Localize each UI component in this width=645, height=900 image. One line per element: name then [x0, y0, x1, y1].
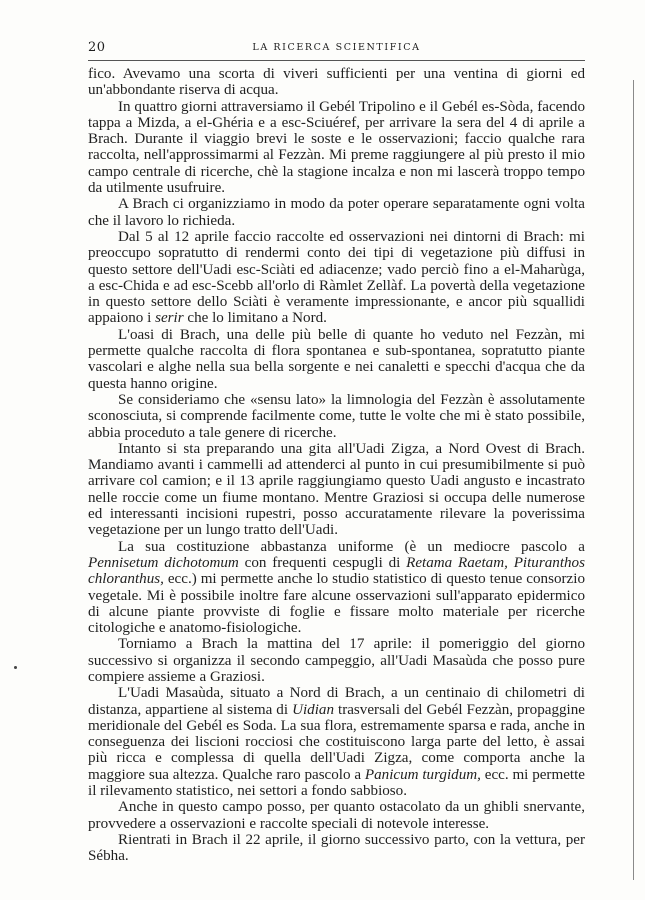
text-run: L'oasi di Brach, una delle più belle di quante ho veduto nel Fezzàn, mi permette qualche raccolta di flora spontanea e sub-spontanea, sopratutto piante vascolari e alghe nella sua bella sorgente e nei canaletti e specchi d'acqua che da questa hanno origine.: [88, 326, 585, 392]
paragraph: [88, 832, 585, 865]
paragraph: [88, 685, 585, 799]
page-edge-line: [633, 80, 634, 880]
text-run: La sua costituzione abbastanza uniforme (è un mediocre pascolo a: [118, 538, 585, 555]
italic-term: serir: [155, 310, 184, 327]
running-title: LA RICERCA SCIENTIFICA: [252, 42, 421, 53]
text-run: Rientrati in Brach il 22 aprile, il giorno successivo parto, con la vettura, per Sébha.: [88, 831, 585, 865]
paragraph: [88, 636, 585, 685]
body-text: [88, 66, 585, 865]
paragraph: [88, 99, 585, 197]
text-run: Anche in questo campo posso, per quanto ostacolato da un ghibli snervante, provvedere a osservazioni e raccolte speciali di notevole interesse.: [88, 799, 585, 832]
text-run: L'Uadi Masaùda, situato a Nord di Brach, a un centinaio di chilometri di distanza, appartiene al sistema di: [88, 685, 585, 718]
text-run: con frequenti cespugli di: [238, 554, 407, 571]
text-run: che lo limitano a Nord.: [183, 310, 327, 327]
text-run: In quattro giorni attraversiamo il Gebél Tripolino e il Gebél es-Sòda, facendo tappa a Mizda, a el-Ghéria e a esc-Sciuéref, per arrivare la sera del 4 di aprile a Brach. Durante il viaggio brevi le soste e le osservazioni; faccio qualche rara raccolta, nell'approssimarmi al Fezzàn. Mi preme raggiungere al più presto il mio campo centrale di ricerche, chè la stagione incalza e non mi lascerà troppo tempo da utilmente usufruire.: [88, 98, 585, 197]
text-run: Dal 5 al 12 aprile faccio raccolte ed osservazioni nei dintorni di Brach: mi preoccupo sopratutto di rendermi conto dei tipi di vegetazione più diffusi in questo settore dell'Uadi esc-Sciàti ed adiacenze; vado perciò fino a el-Maharùga, a esc-Chida e ad esc-Scebb all'orlo di Ràmlet Zellàf. La povertà della vegetazione in questo settore dello Sciàti è veramente impressionante, e ancor più squallidi appaiono i: [88, 228, 585, 327]
page-header: [88, 40, 585, 58]
text-run: ecc. mi permette il rilevamento statistico, nei settori a fondo sabbioso.: [88, 766, 585, 800]
paragraph: [88, 392, 585, 441]
text-run: ecc.) mi permette anche lo studio statistico di questo tenue consorzio vegetale. Mi è possibile inoltre fare alcune osservazioni sull'apparato epidermico di alcune piante provviste di foglie e fissare molto materiale per ricerche citologiche e anatomo-fisiologiche.: [88, 571, 585, 637]
margin-mark: [14, 666, 17, 669]
italic-term: Uidian: [292, 701, 334, 718]
paragraph: [88, 66, 585, 99]
italic-term: Pennisetum dichotomum: [88, 554, 239, 571]
paragraph: [88, 441, 585, 539]
paragraph: [88, 327, 585, 392]
text-run: Torniamo a Brach la mattina del 17 aprile: il pomeriggio del giorno successivo si organizza il secondo campeggio, all'Uadi Masaùda che posso pure compiere assieme a Graziosi.: [88, 636, 585, 685]
paragraph: [88, 539, 585, 637]
text-run: A Brach ci organizziamo in modo da poter operare separatamente ogni volta che il lavoro lo richieda.: [88, 196, 585, 229]
text-run: Se consideriamo che «sensu lato» la limnologia del Fezzàn è assolutamente sconosciuta, si comprende facilmente come, tutte le volte che mi è stato possibile, abbia proceduto a tale genere di ricerche.: [88, 391, 585, 441]
text-run: trasversali del Gebél Fezzàn, propaggine meridionale del Gebél es Soda. La sua flora, estremamente sparsa e rada, anche in conseguenza dei liscioni rocciosi che costituiscono larga parte del letto, è assai più ricca e complessa di quella dell'Uadi Zigza, come comporta anche la maggiore sua altezza. Qualche raro pascolo a: [88, 701, 585, 783]
page-number: 20: [88, 40, 106, 55]
header-divider: [88, 60, 585, 61]
text-run: fico. Avevamo una scorta di viveri sufficienti per una ventina di giorni ed un'abbondante riserva di acqua.: [88, 66, 585, 99]
paragraph: [88, 196, 585, 229]
italic-term: Retama Raetam, Pituranthos chloranthus,: [88, 554, 585, 588]
paragraph: [88, 799, 585, 832]
text-run: Intanto si sta preparando una gita all'Uadi Zigza, a Nord Ovest di Brach. Mandiamo avanti i cammelli ad attenderci al punto in cui presumibilmente si può arrivare col camion; e il 13 aprile raggiungiamo questo Uadi angusto e incastrato nelle roccie come un fiume montano. Mentre Graziosi si occupa delle numerose ed interessanti incisioni rupestri, posso accuratamente rilevare la poverissima vegetazione per un lungo tratto dell'Uadi.: [88, 440, 585, 539]
italic-term: Panicum turgidum,: [364, 766, 481, 783]
paragraph: [88, 229, 585, 327]
